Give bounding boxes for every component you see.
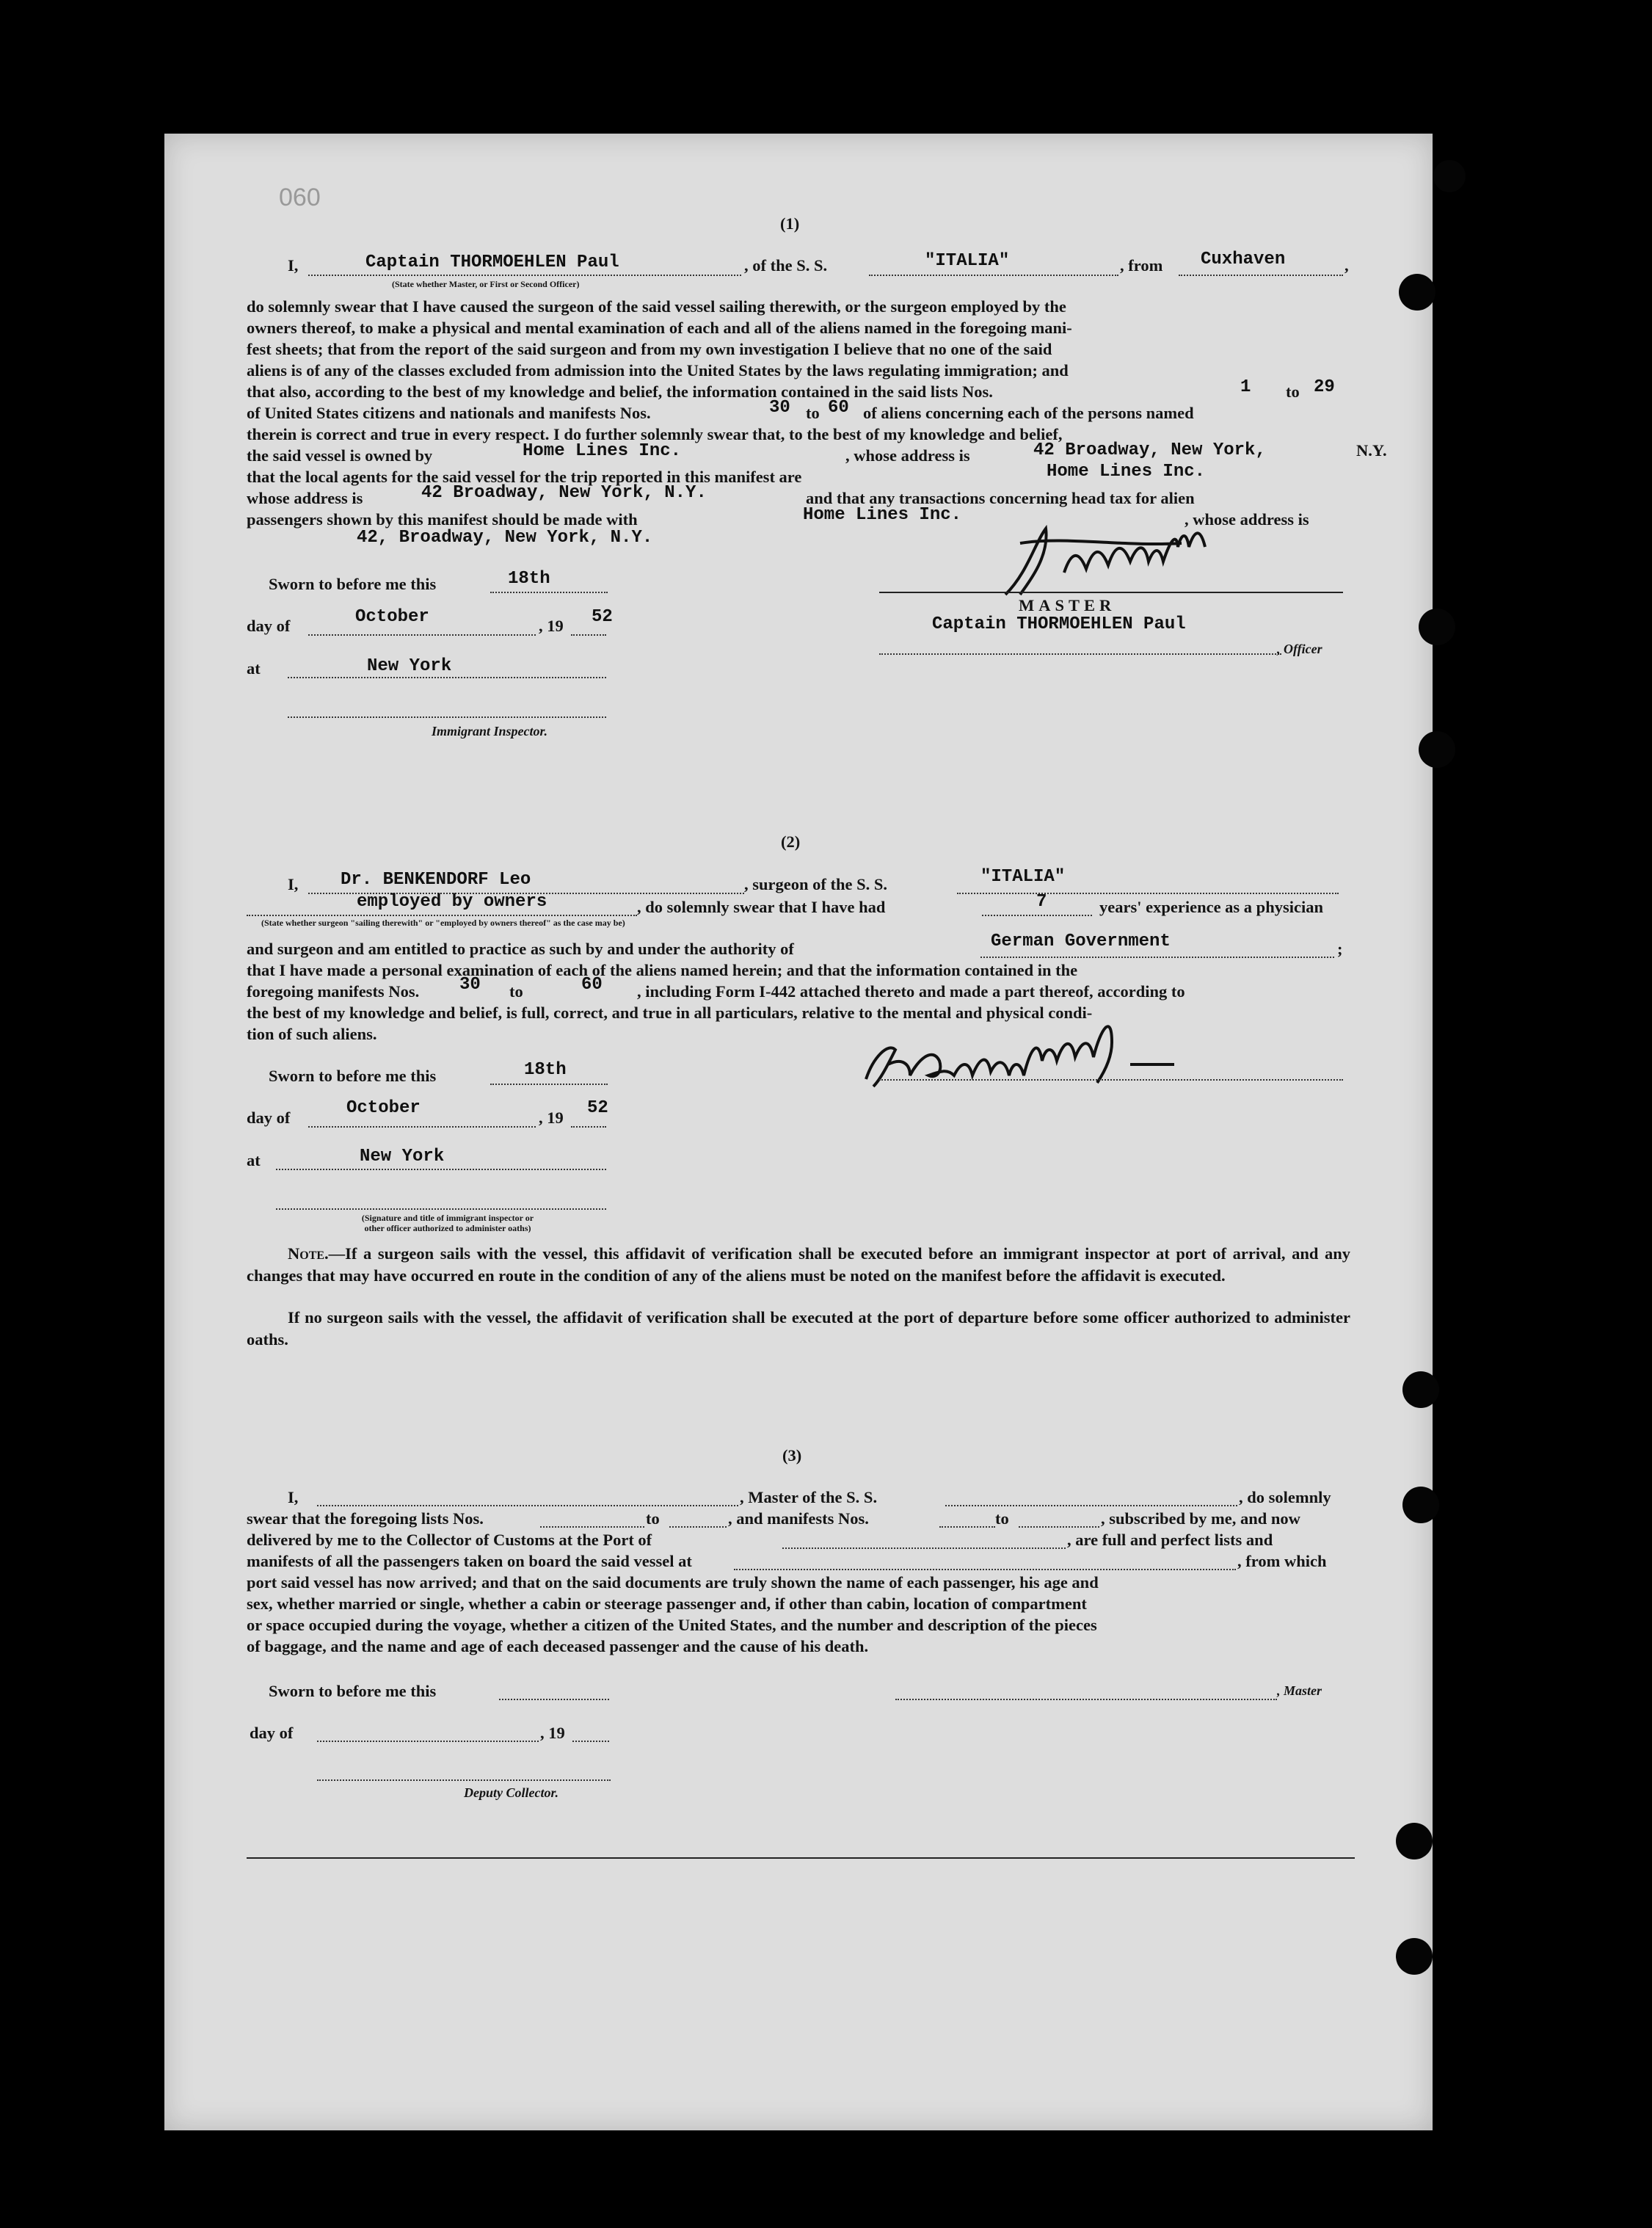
text: to	[509, 982, 523, 1001]
text: ,	[1344, 256, 1349, 275]
punch-hole	[1396, 1823, 1433, 1859]
section-number: (1)	[780, 214, 800, 233]
fill-line	[982, 915, 1092, 916]
text-line: therein is correct and true in every respect. I do further solemnly swear that, to the best of my knowledge and belief,	[247, 425, 1063, 443]
text: , including Form I-442 attached thereto and made a part thereof, according to	[637, 982, 1185, 1001]
signature-note-line: other officer authorized to administer oaths)	[364, 1223, 531, 1233]
text: , 19	[540, 1724, 565, 1742]
fill-line	[945, 1505, 1237, 1506]
text-line: of baggage, and the name and age of each deceased passenger and the cause of his death.	[247, 1637, 869, 1655]
place: New York	[360, 1147, 445, 1166]
fill-line	[288, 716, 606, 718]
fill-line	[782, 1547, 1066, 1549]
fill-line	[490, 1084, 608, 1085]
text: ;	[1337, 940, 1343, 958]
text: Sworn to before me this	[269, 575, 437, 593]
text: , do solemnly	[1239, 1488, 1331, 1506]
fill-line	[276, 1169, 606, 1170]
punch-hole	[1419, 609, 1455, 645]
master-name: Captain THORMOEHLEN Paul	[365, 253, 619, 272]
punch-hole	[1396, 1938, 1433, 1975]
text-line: fest sheets; that from the report of the said surgeon and from my own investigation I believe that no one of the said	[247, 340, 1052, 358]
signature-line	[879, 1079, 1343, 1081]
surgeon-name: Dr. BENKENDORF Leo	[341, 870, 531, 890]
fill-line	[276, 1208, 606, 1210]
fill-line	[317, 1779, 611, 1781]
text: , do solemnly swear that I have had	[637, 898, 886, 916]
years: 7	[1036, 892, 1047, 912]
text: N.Y.	[1356, 441, 1387, 460]
text: Sworn to before me this	[269, 1067, 437, 1085]
fill-line	[1179, 275, 1343, 276]
fill-line	[571, 1126, 606, 1128]
sworn-day: 18th	[524, 1060, 567, 1080]
fill-line	[1019, 1526, 1099, 1528]
text-line: of United States citizens and nationals and manifests Nos.	[247, 404, 651, 422]
text: , whose address is	[1185, 510, 1309, 529]
month: October	[355, 607, 429, 627]
text: , surgeon of the S. S.	[744, 875, 888, 893]
fill-line	[879, 653, 1281, 655]
fill-line	[869, 275, 1118, 276]
fill-line	[980, 957, 1334, 958]
fill-line	[572, 1741, 609, 1742]
text-line: that I have made a personal examination of each of the aliens named herein; and that the information contained in the	[247, 961, 1078, 979]
text: day of	[247, 617, 291, 635]
bottom-rule	[247, 1857, 1355, 1859]
note-paragraph-2: If no surgeon sails with the vessel, the affidavit of verification shall be executed at the port of departure before some officer authorized to administer oaths.	[247, 1308, 1350, 1349]
text: and that any transactions concerning head tax for alien	[806, 489, 1195, 507]
master-title: MASTER	[1019, 596, 1116, 614]
master-label: , Master	[1277, 1683, 1322, 1698]
fill-line	[308, 1126, 536, 1128]
text: at	[247, 1151, 261, 1169]
text: delivered by me to the Collector of Customs at the Port of	[247, 1531, 652, 1549]
text: , and manifests Nos.	[728, 1509, 869, 1528]
text: I,	[288, 1488, 299, 1506]
signature-note	[301, 1213, 594, 1233]
fill-line	[317, 1505, 738, 1506]
section-number: (3)	[782, 1446, 802, 1465]
punch-hole	[1402, 1487, 1439, 1523]
punch-hole	[1399, 274, 1436, 311]
punch-hole	[1433, 160, 1466, 192]
fill-line	[499, 1699, 609, 1700]
text: manifests of all the passengers taken on board the said vessel at	[247, 1552, 692, 1570]
text: I,	[288, 256, 299, 275]
text-line: port said vessel has now arrived; and that on the said documents are truly shown the name of each passenger, his age and	[247, 1573, 1099, 1592]
manifests-to: 60	[581, 975, 603, 995]
place: New York	[367, 656, 452, 676]
agents: Home Lines Inc.	[1047, 462, 1206, 482]
fill-line	[939, 1526, 995, 1528]
authority: German Government	[991, 932, 1171, 951]
fill-line	[734, 1569, 1236, 1570]
text-line: of aliens concerning each of the persons named	[863, 404, 1194, 422]
fill-line	[571, 634, 606, 636]
text: , from	[1120, 256, 1163, 275]
text-line: that also, according to the best of my knowledge and belief, the information contained in the said lists Nos.	[247, 382, 993, 401]
sworn-day: 18th	[508, 569, 550, 589]
text: passengers shown by this manifest should be made with	[247, 510, 638, 529]
headtax-agent: Home Lines Inc.	[803, 505, 962, 525]
master-signature	[976, 514, 1284, 602]
text: , subscribed by me, and now	[1101, 1509, 1300, 1528]
fill-line	[490, 592, 608, 593]
text: I,	[288, 875, 299, 893]
text-line: do solemnly swear that I have caused the surgeon of the said vessel sailing therewith, or the surgeon employed by the	[247, 297, 1066, 316]
fill-line	[308, 634, 536, 636]
note-text: —If a surgeon sails with the vessel, this affidavit of verification shall be executed before an immigrant inspector at port of arrival, and any changes that may have occurred en route in the condition of any of the aliens must be noted on the manifest before the affidavit is executed.	[247, 1244, 1350, 1285]
text: , whose address is	[845, 446, 970, 465]
text: that the local agents for the said vessel for the trip reported in this manifest are	[247, 468, 802, 486]
text: whose address is	[247, 489, 363, 507]
vessel-name: "ITALIA"	[980, 867, 1066, 887]
lists-to: 29	[1314, 377, 1335, 397]
text-line: sex, whether married or single, whether a cabin or steerage passenger and, if other than cabin, location of compartment	[247, 1594, 1087, 1613]
agents-address: 42 Broadway, New York, N.Y.	[421, 483, 707, 503]
lists-from: 1	[1240, 377, 1251, 397]
text-line: owners thereof, to make a physical and mental examination of each and all of the aliens named in the foregoing mani-	[247, 319, 1072, 337]
inspector-label: Immigrant Inspector.	[432, 724, 548, 739]
text: Sworn to before me this	[269, 1682, 437, 1700]
punch-hole	[1402, 1371, 1439, 1408]
text: , of the S. S.	[744, 256, 828, 275]
text: the said vessel is owned by	[247, 446, 433, 465]
fill-line	[895, 1699, 1277, 1700]
year: 52	[587, 1098, 608, 1118]
text: swear that the foregoing lists Nos.	[247, 1509, 484, 1528]
state-note: (State whether Master, or First or Second Officer)	[392, 279, 580, 289]
text: to	[995, 1509, 1009, 1528]
text: foregoing manifests Nos.	[247, 982, 420, 1001]
text-line: or space occupied during the voyage, whether a citizen of the United States, and the number and description of the pieces	[247, 1616, 1097, 1634]
section-number: (2)	[781, 832, 801, 851]
manifests-to: 60	[828, 398, 849, 418]
fill-line	[669, 1526, 727, 1528]
master-typed: Captain THORMOEHLEN Paul	[932, 614, 1186, 634]
fill-line	[540, 1526, 644, 1528]
fill-line	[308, 275, 741, 276]
surgeon-signature	[851, 1020, 1233, 1101]
signature-note-line: (Signature and title of immigrant inspector or	[361, 1213, 534, 1223]
text: day of	[247, 1108, 291, 1127]
text-line: aliens is of any of the classes excluded from admission into the United States by the laws regulating immigration; and	[247, 361, 1069, 380]
text: and surgeon and am entitled to practice as such by and under the authority of	[247, 940, 794, 958]
owner: Home Lines Inc.	[523, 441, 682, 461]
fill-line	[957, 893, 1339, 894]
headtax-address: 42, Broadway, New York, N.Y.	[357, 528, 653, 548]
from-port: Cuxhaven	[1201, 250, 1286, 269]
text: day of	[250, 1724, 294, 1742]
text-line: the best of my knowledge and belief, is full, correct, and true in all particulars, relative to the mental and physical condi-	[247, 1004, 1093, 1022]
month: October	[346, 1098, 421, 1118]
text: to	[806, 404, 820, 422]
fill-line	[317, 1741, 539, 1742]
employment: employed by owners	[357, 892, 547, 912]
text: , 19	[539, 1108, 564, 1127]
text: to	[1286, 382, 1300, 401]
note-lead: Note.	[288, 1244, 329, 1263]
manifests-from: 30	[769, 398, 790, 418]
text: , from which	[1237, 1552, 1327, 1570]
note-paragraph	[247, 1243, 1350, 1286]
year: 52	[592, 607, 613, 627]
collector-label: Deputy Collector.	[464, 1785, 558, 1800]
text: at	[247, 659, 261, 678]
vessel-name: "ITALIA"	[925, 251, 1010, 271]
text: years' experience as a physician	[1099, 898, 1323, 916]
manifests-from: 30	[459, 975, 481, 995]
text-line: tion of such aliens.	[247, 1025, 377, 1043]
fill-line	[247, 915, 637, 916]
text: , are full and perfect lists and	[1067, 1531, 1273, 1549]
owner-address: 42 Broadway, New York,	[1033, 440, 1266, 460]
fill-line	[288, 677, 606, 678]
text: , 19	[539, 617, 564, 635]
state-note: (State whether surgeon "sailing therewith" or "employed by owners thereof" as the case may be)	[261, 918, 625, 928]
signature-line	[879, 592, 1343, 593]
page-number: 060	[279, 184, 321, 211]
text: to	[646, 1509, 660, 1528]
officer-label: , Officer	[1277, 642, 1322, 656]
text: , Master of the S. S.	[740, 1488, 878, 1506]
punch-hole	[1419, 731, 1455, 768]
